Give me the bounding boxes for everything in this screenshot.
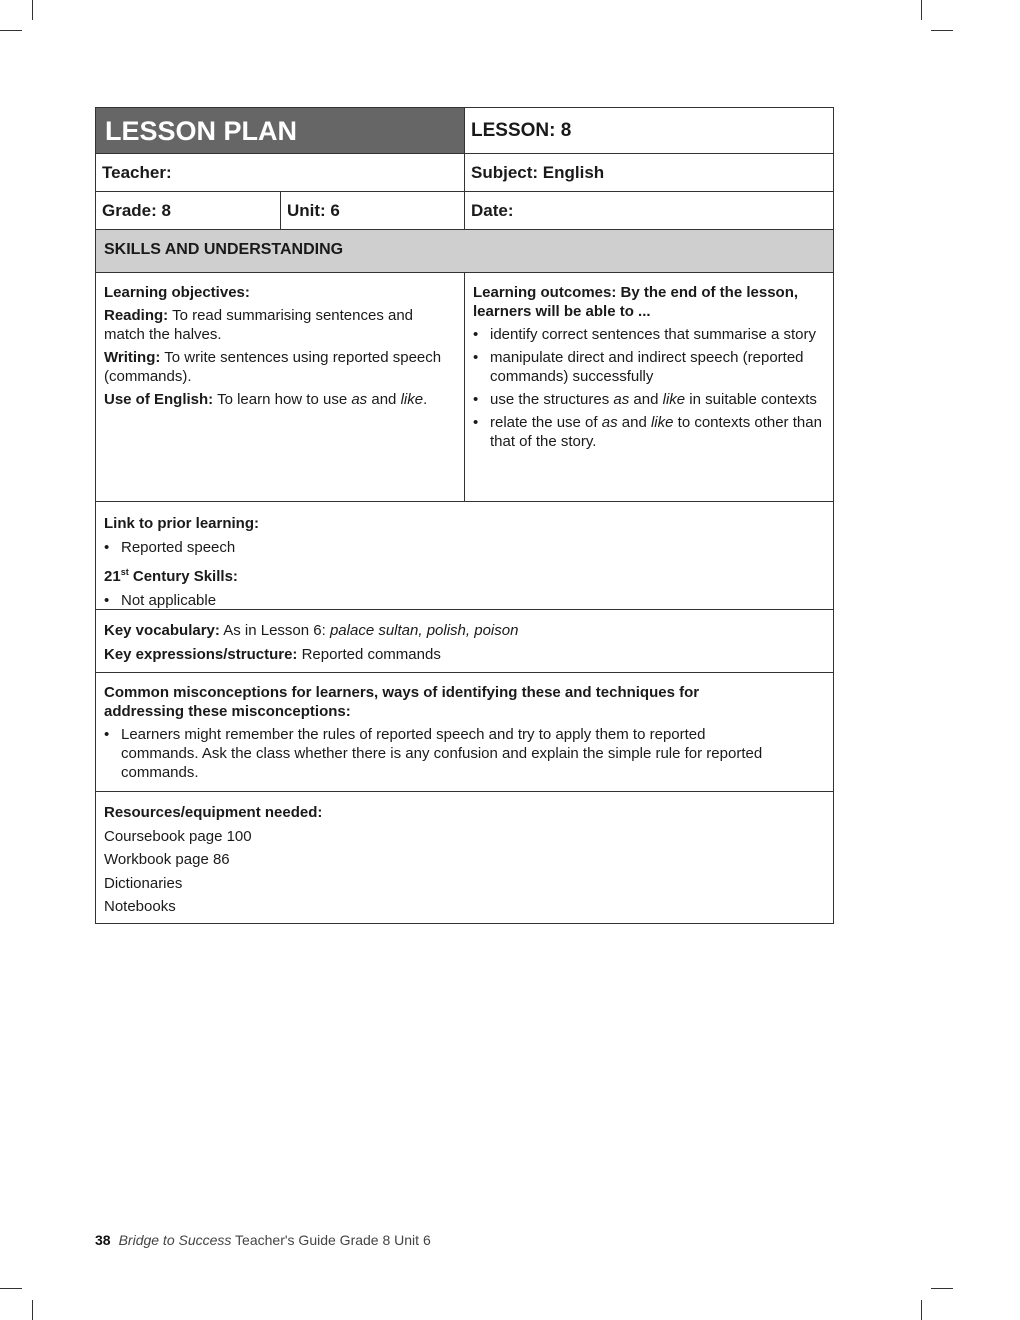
list-item: • manipulate direct and indirect speech (reported commands) successfully (473, 348, 825, 386)
expr-label: Key expressions/structure: (104, 646, 298, 663)
crop-mark (931, 1288, 953, 1289)
period: . (423, 391, 428, 408)
page-number: 38 (95, 1232, 111, 1248)
crop-mark (921, 1300, 922, 1320)
crop-mark (931, 30, 953, 31)
crop-mark (0, 30, 22, 31)
text: and (617, 414, 651, 431)
text: 21 (104, 568, 121, 585)
writing-label: Writing: (104, 349, 161, 366)
grade-field: Grade: 8 (95, 191, 281, 230)
writing-text: To write sentences using reported speech (commands). (104, 349, 442, 385)
text: and (629, 391, 663, 408)
book-title: Bridge to Success (118, 1232, 232, 1248)
text: Century Skills: (128, 568, 238, 585)
vocab-words: palace sultan, polish, poison (329, 622, 519, 639)
text: relate the use of (490, 414, 602, 431)
crop-mark (32, 0, 33, 20)
as-word: as (351, 391, 368, 408)
use-text: To learn how to use (213, 391, 352, 408)
list-item: • Not applicable (104, 589, 825, 613)
reading-label: Reading: (104, 307, 169, 324)
and-word: and (367, 391, 401, 408)
misconceptions (95, 672, 834, 792)
resources-heading: Resources/equipment needed: (104, 804, 323, 821)
list-item (473, 413, 825, 451)
list-item: Workbook page 86 (104, 851, 230, 868)
unit-field: Unit: 6 (280, 191, 465, 230)
list-item: • Reported speech (104, 536, 825, 560)
prior-heading: Link to prior learning: (104, 515, 260, 532)
list-item: Dictionaries (104, 874, 183, 892)
skills-heading (104, 560, 825, 589)
learning-objectives (95, 272, 465, 502)
lesson-plan-title: LESSON PLAN (95, 107, 465, 154)
objectives-heading: Learning objectives: (104, 284, 250, 301)
learning-outcomes (464, 272, 834, 502)
as-word: as (601, 414, 618, 431)
text: in suitable contexts (685, 391, 817, 408)
section-heading: SKILLS AND UNDERSTANDING (95, 229, 834, 273)
text: to contexts other than that of the story. (490, 414, 822, 450)
misconceptions-heading: Common misconceptions for learners, ways of identifying these and techniques for addressing these misconceptions: (104, 684, 700, 720)
subject-field: Subject: English (464, 153, 834, 192)
crop-mark (921, 0, 922, 20)
lesson-number: LESSON: 8 (464, 107, 834, 154)
footer (95, 1232, 431, 1248)
text: As in Lesson 6: (219, 622, 330, 639)
key-vocabulary (95, 609, 834, 673)
teacher-field: Teacher: (95, 153, 465, 192)
text: Reported commands (297, 646, 441, 663)
as-word: as (613, 391, 630, 408)
like-word: like (400, 391, 424, 408)
list-item (473, 390, 825, 409)
vocab-label: Key vocabulary: (104, 622, 220, 639)
list-item: Notebooks (104, 898, 176, 915)
text: use the structures (490, 391, 614, 408)
list-item: • Learners might remember the rules of reported speech and try to apply them to reported commands. Ask the class whether there is any confusion and explain the simple rule for reported commands. (104, 725, 825, 782)
reading-text: To read summarising sentences and match the halves. (104, 307, 414, 343)
outcomes-heading: Learning outcomes: By the end of the lesson, learners will be able to ... (473, 284, 799, 320)
use-label: Use of English: (104, 391, 214, 408)
footer-text: Teacher's Guide Grade 8 Unit 6 (231, 1232, 431, 1248)
like-word: like (650, 414, 674, 431)
text: st (120, 567, 129, 577)
date-field: Date: (464, 191, 834, 230)
list-item: Coursebook page 100 (104, 827, 252, 845)
prior-learning (95, 501, 834, 610)
list-item: • identify correct sentences that summarise a story (473, 325, 825, 344)
like-word: like (662, 391, 686, 408)
crop-mark (0, 1288, 22, 1289)
resources (95, 791, 834, 924)
crop-mark (32, 1300, 33, 1320)
